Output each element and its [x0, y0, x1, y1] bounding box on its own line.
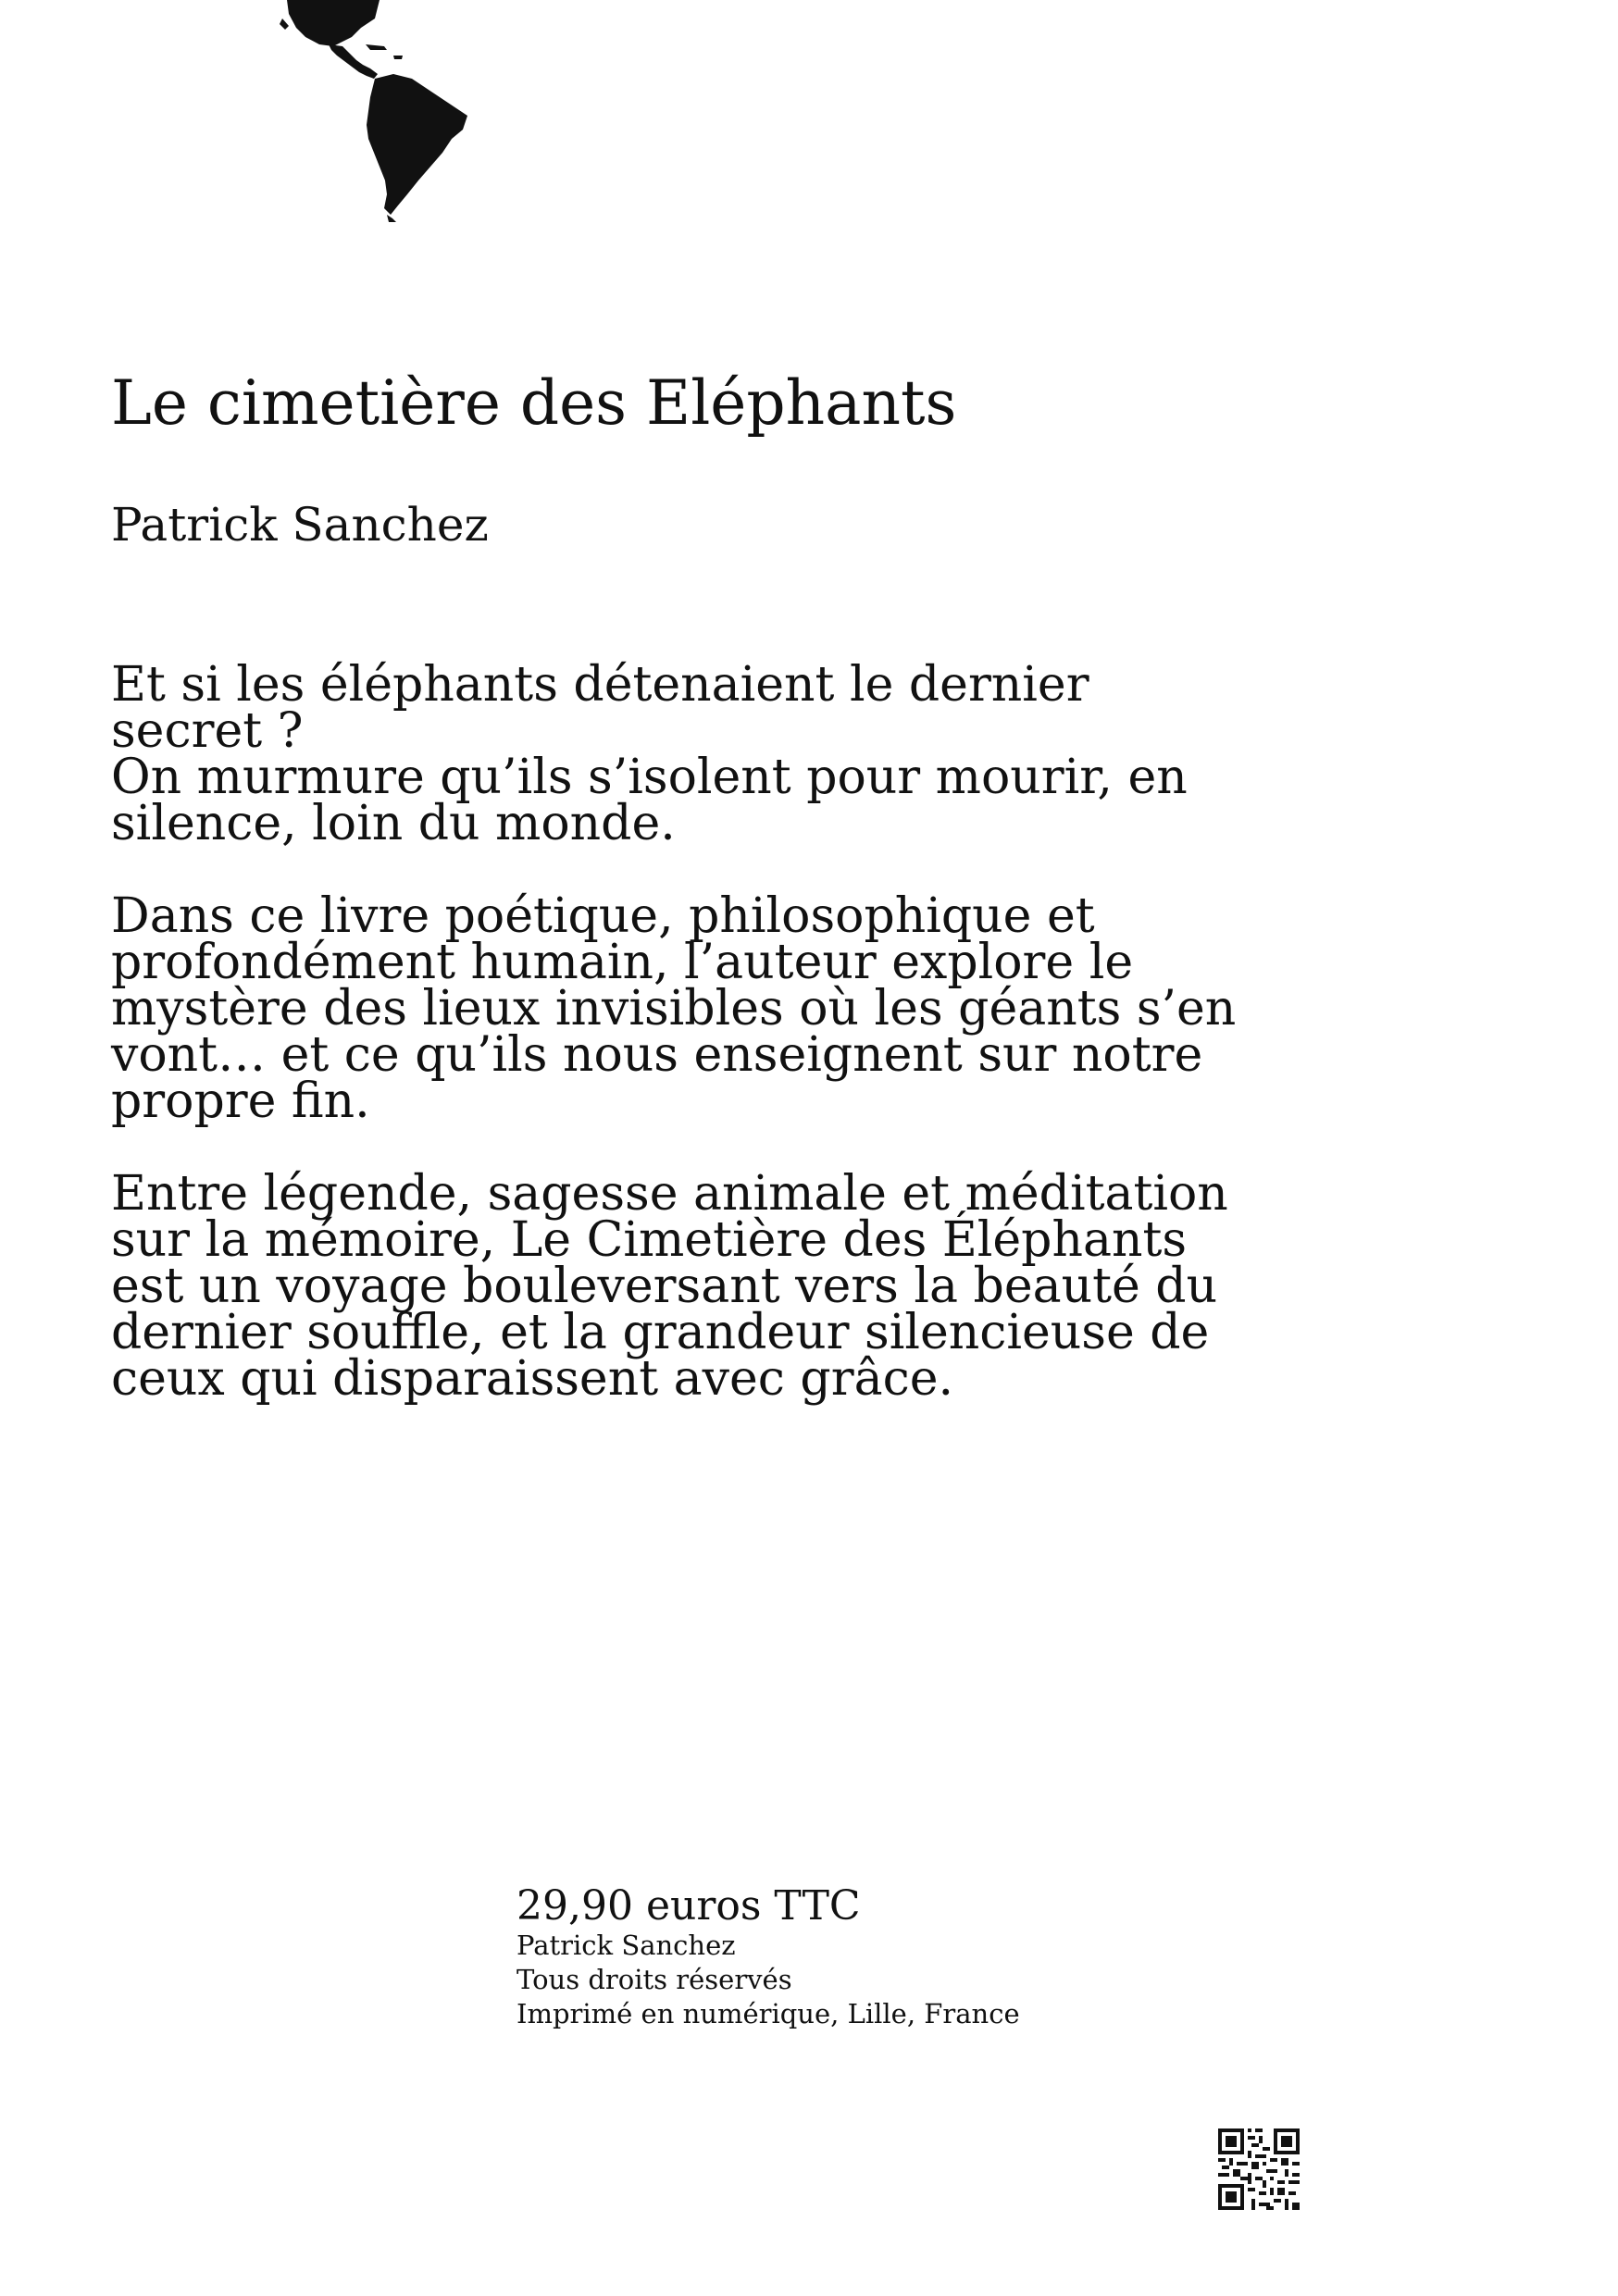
blurb-line: Et si les éléphants détenaient le dernier [111, 657, 1089, 713]
blurb-line: Dans ce livre poétique, philosophique et [111, 888, 1095, 944]
qr-code-icon [1218, 2128, 1300, 2210]
imprint-block [517, 1884, 1020, 2031]
blurb-line: Entre légende, sagesse animale et méditation [111, 1166, 1228, 1222]
blurb-paragraph-1 [111, 657, 1203, 851]
americas-map-icon [278, 0, 481, 222]
book-blurb [111, 657, 1237, 1448]
blurb-paragraph-2 [111, 888, 1237, 1129]
blurb-line: vont… et ce qu’ils nous enseignent sur notre [111, 1027, 1203, 1083]
blurb-line: dernier souffle, et la grandeur silencieuse de [111, 1305, 1210, 1360]
blurb-line: On murmure qu’ils s’isolent pour mourir, en [111, 750, 1188, 805]
price-label: 29,90 euros TTC [517, 1882, 861, 1930]
blurb-line: secret ? [111, 703, 304, 759]
blurb-line: mystère des lieux invisibles où les géants s’en [111, 981, 1237, 1036]
blurb-line: sur la mémoire, Le Cimetière des Éléphants [111, 1212, 1188, 1268]
blurb-line: est un voyage bouleversant vers la beauté du [111, 1259, 1218, 1314]
blurb-paragraph-3 [111, 1166, 1228, 1407]
rights-notice: Tous droits réservés [517, 1964, 792, 1995]
blurb-line: ceux qui disparaissent avec grâce. [111, 1351, 953, 1407]
book-author: Patrick Sanchez [111, 498, 489, 552]
blurb-line: silence, loin du monde. [111, 796, 676, 851]
imprint-author: Patrick Sanchez [517, 1930, 736, 1961]
blurb-line: propre fin. [111, 1074, 370, 1129]
print-location: Imprimé en numérique, Lille, France [517, 1998, 1020, 2029]
blurb-line: profondément humain, l’auteur explore le [111, 935, 1134, 990]
book-title: Le cimetière des Eléphants [111, 367, 957, 439]
